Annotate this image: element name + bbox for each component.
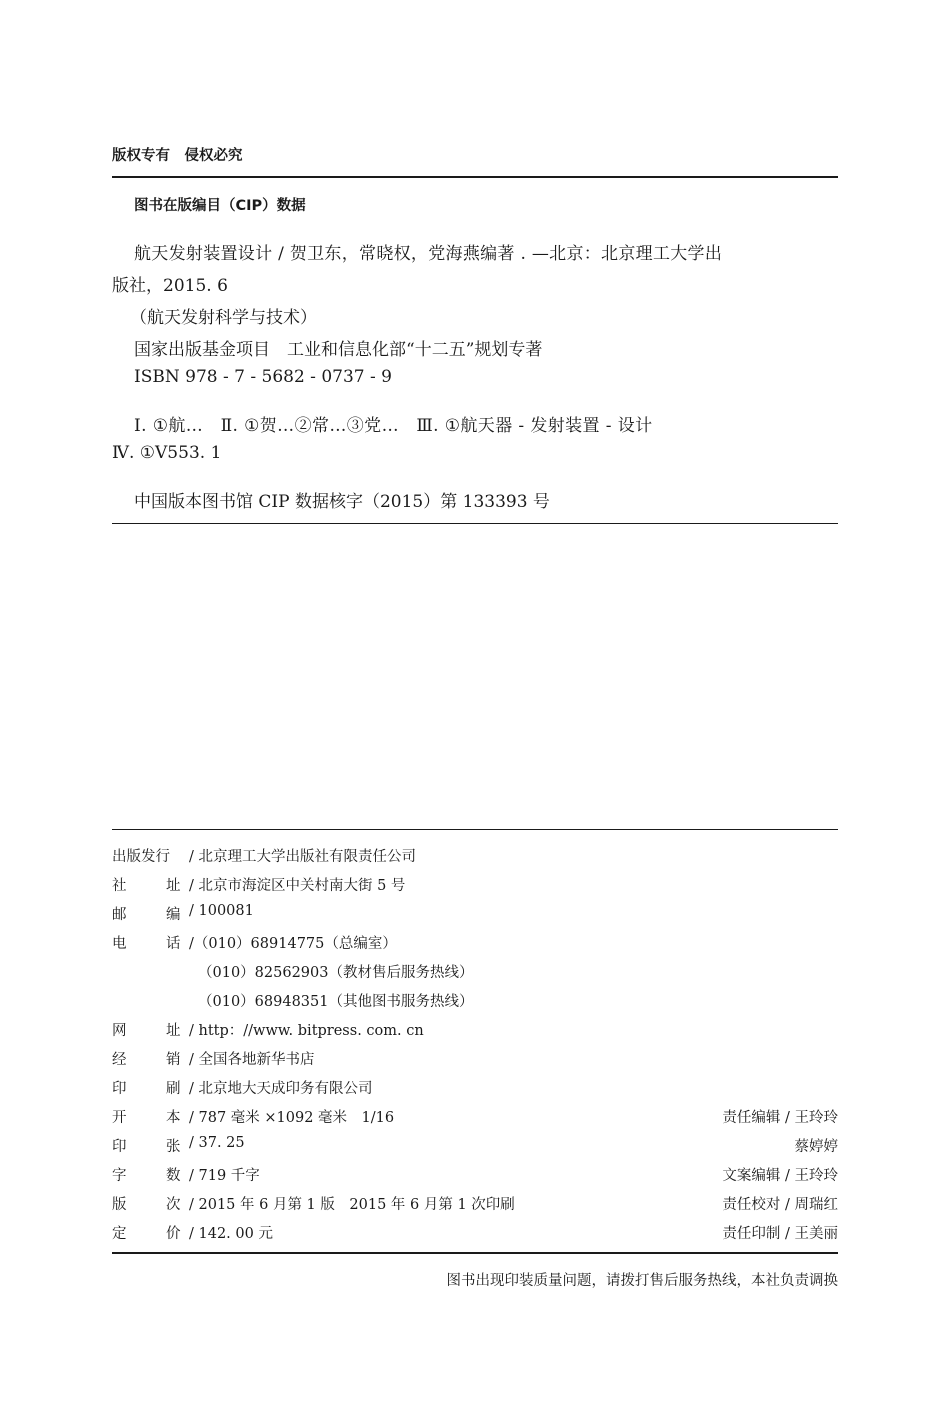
cip-isbn: ISBN 978 - 7 - 5682 - 0737 - 9 [134,367,392,387]
cip-class-line1: Ⅰ. ①航… Ⅱ. ①贺…②常…③党… Ⅲ. ①航天器 - 发射装置 - 设计 [134,416,653,436]
imprint-label-a: 网 [112,1023,127,1039]
imprint-label-a: 经 [112,1052,127,1068]
imprint-label-b: 址 [166,878,181,894]
cip-number: 中国版本图书馆 CIP 数据核字（2015）第 133393 号 [134,492,550,512]
imprint-label-a: 字 [112,1168,127,1184]
cip-bottom-rule [112,523,838,524]
imprint-label-b: 刷 [166,1081,181,1097]
staff-editor-2: 蔡婷婷 [794,1139,838,1155]
imprint-value: / 全国各地新华书店 [189,1052,315,1068]
imprint-label-b: 话 [166,936,181,952]
imprint-label-a: 社 [112,878,127,894]
imprint-value: / 2015 年 6 月第 1 版 2015 年 6 月第 1 次印刷 [189,1197,515,1213]
imprint-value: （010）82562903（教材售后服务热线） [198,965,474,981]
imprint-label: 出版发行 [112,849,170,865]
imprint-value: / 787 毫米 ×1092 毫米 1/16 [189,1110,395,1126]
imprint-value: / 北京市海淀区中关村南大街 5 号 [189,878,406,894]
imprint-label-a: 开 [112,1110,127,1126]
imprint-label-b: 次 [166,1197,181,1213]
cip-title: 图书在版编目（CIP）数据 [134,198,306,214]
staff-copy-editor: 文案编辑 / 王玲玲 [722,1168,838,1184]
imprint-bottom-rule [112,1252,838,1254]
imprint-label-a: 电 [112,936,127,952]
cip-fund: 国家出版基金项目 工业和信息化部“十二五”规划专著 [134,340,543,360]
imprint-label-b: 销 [166,1052,181,1068]
imprint-label-a: 邮 [112,907,127,923]
imprint-label-b: 价 [166,1226,181,1242]
imprint-value: /（010）68914775（总编室） [189,936,397,952]
imprint-value: / 100081 [189,903,254,919]
imprint-value: / 37. 25 [189,1135,245,1151]
staff-proofreader: 责任校对 / 周瑞红 [722,1197,838,1213]
top-rule [112,176,838,178]
imprint-label-b: 本 [166,1110,181,1126]
cip-class-line2: Ⅳ. ①V553. 1 [112,443,222,463]
imprint-value: / 719 千字 [189,1168,260,1184]
imprint-value: / http：//www. bitpress. com. cn [189,1023,424,1039]
imprint-label-b: 编 [166,907,181,923]
imprint-value: / 142. 00 元 [189,1226,273,1242]
imprint-label-b: 张 [166,1139,181,1155]
cip-line1: 航天发射装置设计 / 贺卫东，常晓权，党海燕编著 . —北京：北京理工大学出 [134,244,723,264]
imprint-top-rule [112,829,838,830]
copyright-notice: 版权专有 侵权必究 [112,148,243,164]
imprint-value: / 北京地大天成印务有限公司 [189,1081,373,1097]
imprint-label-a: 印 [112,1081,127,1097]
imprint-label-a: 版 [112,1197,127,1213]
staff-editor: 责任编辑 / 王玲玲 [722,1110,838,1126]
imprint-value: （010）68948351（其他图书服务热线） [198,994,474,1010]
cip-line2: 版社，2015. 6 [112,276,228,296]
imprint-label-a: 印 [112,1139,127,1155]
quality-notice: 图书出现印装质量问题，请拨打售后服务热线，本社负责调换 [446,1273,838,1289]
cip-series: （航天发射科学与技术） [130,308,317,328]
imprint-value: / 北京理工大学出版社有限责任公司 [189,849,416,865]
imprint-label-a: 定 [112,1226,127,1242]
staff-printing-manager: 责任印制 / 王美丽 [722,1226,838,1242]
imprint-label-b: 址 [166,1023,181,1039]
imprint-label-b: 数 [166,1168,181,1184]
